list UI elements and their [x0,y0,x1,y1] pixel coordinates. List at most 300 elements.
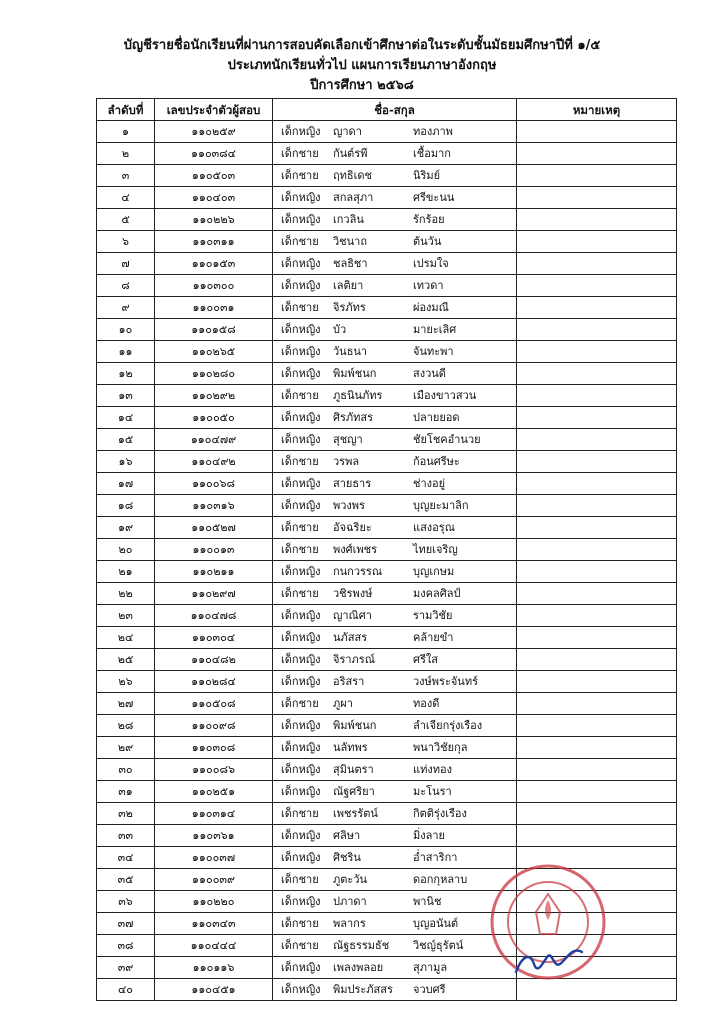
name-prefix: เด็กหญิง [281,366,321,380]
first-name: ศิชริน [333,850,361,864]
header-no: ลำดับที่ [97,99,155,121]
student-name [273,957,517,979]
last-name: ศรีขะนน [413,190,455,204]
row-number: ๑๐ [97,319,155,341]
table-row [97,825,677,847]
name-prefix: เด็กหญิง [281,190,321,204]
exam-id: ๑๑๐๓๐๘ [155,737,273,759]
student-name [273,825,517,847]
remark-cell [517,473,677,495]
first-name: วชิรพงษ์ [333,586,373,600]
name-prefix: เด็กหญิง [281,894,321,908]
last-name: วิชญ์ธุรัตน์ [413,938,464,952]
row-number: ๗ [97,253,155,275]
student-name [273,627,517,649]
table-row [97,319,677,341]
first-name: สายธาร [333,476,372,490]
table-row [97,561,677,583]
name-prefix: เด็กชาย [281,168,319,182]
name-prefix: เด็กหญิง [281,828,321,842]
name-prefix: เด็กหญิง [281,256,321,270]
student-name [273,759,517,781]
table-row [97,451,677,473]
student-name [273,143,517,165]
last-name: เมืองขาวสวน [413,388,477,402]
row-number: ๓๓ [97,825,155,847]
header-name: ชื่อ-สกุล [273,99,517,121]
exam-id: ๑๑๐๒๙๗ [155,583,273,605]
last-name: บุญอนันต์ [413,916,459,930]
remark-cell [517,429,677,451]
first-name: ภูตะวัน [333,872,367,886]
exam-id: ๑๑๐๑๕๓ [155,253,273,275]
exam-id: ๑๑๐๓๘๔ [155,143,273,165]
first-name: พิมพ์ชนก [333,366,377,380]
remark-cell [517,583,677,605]
table-row [97,495,677,517]
last-name: บุญยะมาลิก [413,498,469,512]
exam-id: ๑๑๐๔๕๑ [155,979,273,1001]
name-prefix: เด็กหญิง [281,850,321,864]
student-name [273,187,517,209]
last-name: ลำเจียกรุ่งเรือง [413,718,483,732]
exam-id: ๑๑๐๒๖๕ [155,341,273,363]
first-name: ภูผา [333,696,353,710]
table-row [97,473,677,495]
last-name: เชื้อมาก [413,146,451,160]
table-row [97,363,677,385]
row-number: ๒๑ [97,561,155,583]
first-name: นภัสสร [333,630,368,644]
remark-cell [517,407,677,429]
remark-cell [517,341,677,363]
name-prefix: เด็กชาย [281,806,319,820]
student-name [273,935,517,957]
student-name [273,517,517,539]
name-prefix: เด็กหญิง [281,476,321,490]
exam-id: ๑๑๐๐๖๘ [155,473,273,495]
exam-id: ๑๑๐๐๓๗ [155,847,273,869]
last-name: พานิช [413,894,442,908]
student-name [273,539,517,561]
row-number: ๘ [97,275,155,297]
remark-cell [517,825,677,847]
exam-id: ๑๑๐๔๐๓ [155,187,273,209]
student-name [273,231,517,253]
table-row [97,781,677,803]
first-name: ญาณิศา [333,608,372,622]
table-row [97,671,677,693]
row-number: ๒๗ [97,693,155,715]
row-number: ๒๓ [97,605,155,627]
exam-id: ๑๑๐๒๕๑ [155,781,273,803]
table-row [97,429,677,451]
last-name: นิริมย์ [413,168,441,182]
row-number: ๑๘ [97,495,155,517]
row-number: ๓๕ [97,869,155,891]
student-name [273,891,517,913]
last-name: สุภามูล [413,960,448,974]
exam-id: ๑๑๐๓๑๖ [155,495,273,517]
row-number: ๓๗ [97,913,155,935]
last-name: กิตติรุ่งเรือง [413,806,467,820]
first-name: เลติยา [333,278,364,292]
row-number: ๓๒ [97,803,155,825]
row-number: ๒๖ [97,671,155,693]
name-prefix: เด็กหญิง [281,278,321,292]
remark-cell [517,209,677,231]
name-prefix: เด็กหญิง [281,960,321,974]
remark-cell [517,231,677,253]
remark-cell [517,715,677,737]
row-number: ๔๐ [97,979,155,1001]
row-number: ๑๗ [97,473,155,495]
table-row [97,539,677,561]
name-prefix: เด็กชาย [281,300,319,314]
table-row [97,517,677,539]
student-name [273,913,517,935]
row-number: ๕ [97,209,155,231]
first-name: สุชญา [333,432,363,446]
row-number: ๑ [97,121,155,143]
exam-id: ๑๑๐๐๓๑ [155,297,273,319]
name-prefix: เด็กหญิง [281,410,321,424]
first-name: ฤทธิเดช [333,168,372,182]
first-name: กนกวรรณ [333,564,383,578]
exam-id: ๑๑๐๓๐๐ [155,275,273,297]
remark-cell [517,253,677,275]
exam-id: ๑๑๐๒๙๒ [155,385,273,407]
table-row [97,253,677,275]
exam-id: ๑๑๐๒๒๐ [155,891,273,913]
last-name: จวบศรี [413,982,446,996]
student-name [273,869,517,891]
row-number: ๑๕ [97,429,155,451]
table-row [97,165,677,187]
remark-cell [517,671,677,693]
name-prefix: เด็กชาย [281,454,319,468]
title-line-2: ประเภทนักเรียนทั่วไป แผนการเรียนภาษาอังกฤษ [227,58,497,73]
student-name [273,495,517,517]
last-name: มะโนรา [413,784,452,798]
row-number: ๑๙ [97,517,155,539]
first-name: พลากร [333,916,366,930]
remark-cell [517,143,677,165]
name-prefix: เด็กหญิง [281,498,321,512]
first-name: พิมประภัสสร [333,982,393,996]
remark-cell [517,627,677,649]
last-name: ไทยเจริญ [413,542,458,556]
row-number: ๒๕ [97,649,155,671]
name-prefix: เด็กหญิง [281,564,321,578]
last-name: แท่งทอง [413,762,452,776]
row-number: ๒๘ [97,715,155,737]
row-number: ๓๑ [97,781,155,803]
name-prefix: เด็กหญิง [281,784,321,798]
student-name [273,803,517,825]
first-name: พวงพร [333,498,365,512]
student-name [273,209,517,231]
last-name: ดอกกุหลาบ [413,872,468,886]
name-prefix: เด็กหญิง [281,432,321,446]
first-name: ญาดา [333,124,362,138]
student-name [273,847,517,869]
first-name: สกลสุภา [333,190,374,204]
table-row [97,803,677,825]
remark-cell [517,737,677,759]
exam-id: ๑๑๐๓๔๓ [155,913,273,935]
name-prefix: เด็กหญิง [281,982,321,996]
student-name [273,715,517,737]
first-name: พิมพ์ชนก [333,718,377,732]
exam-id: ๑๑๐๔๗๙ [155,429,273,451]
row-number: ๑๔ [97,407,155,429]
table-row [97,737,677,759]
remark-cell [517,495,677,517]
student-name [273,979,517,1001]
name-prefix: เด็กชาย [281,938,319,952]
table-row [97,275,677,297]
first-name: วรพล [333,454,360,468]
row-number: ๒๒ [97,583,155,605]
last-name: เทวดา [413,278,444,292]
student-name [273,253,517,275]
student-name [273,671,517,693]
name-prefix: เด็กหญิง [281,608,321,622]
table-row [97,231,677,253]
exam-id: ๑๑๐๓๐๔ [155,627,273,649]
name-prefix: เด็กหญิง [281,718,321,732]
student-name [273,649,517,671]
remark-cell [517,121,677,143]
remark-cell [517,803,677,825]
remark-cell [517,517,677,539]
row-number: ๑๓ [97,385,155,407]
title-line-1: บัญชีรายชื่อนักเรียนที่ผ่านการสอบคัดเลือกเข้าศึกษาต่อในระดับชั้นมัธยมศึกษาปีที่ ๑/๕ [123,38,601,53]
remark-cell [517,605,677,627]
first-name: วันธนา [333,344,368,358]
remark-cell [517,781,677,803]
first-name: กันต์รพี [333,146,368,160]
remark-cell [517,363,677,385]
last-name: ต้นวัน [413,234,442,248]
name-prefix: เด็กชาย [281,586,319,600]
last-name: เปรมใจ [413,256,449,270]
first-name: ศลิษา [333,828,361,842]
exam-id: ๑๑๐๕๐๘ [155,693,273,715]
last-name: ปลายยอด [413,410,460,424]
name-prefix: เด็กชาย [281,388,319,402]
name-prefix: เด็กชาย [281,916,319,930]
exam-id: ๑๑๐๐๙๘ [155,715,273,737]
exam-id: ๑๑๐๐๘๖ [155,759,273,781]
first-name: ภูธนินภัทร [333,388,383,402]
first-name: ศิรภัทสร [333,410,374,424]
row-number: ๑๒ [97,363,155,385]
last-name: ก้อนศรีษะ [413,454,460,468]
title-line-3: ปีการศึกษา ๒๕๖๘ [310,78,414,93]
last-name: คล้ายขำ [413,630,454,644]
exam-id: ๑๑๐๑๕๘ [155,319,273,341]
row-number: ๒๐ [97,539,155,561]
table-row [97,583,677,605]
name-prefix: เด็กชาย [281,146,319,160]
first-name: จิราภรณ์ [333,652,375,666]
exam-id: ๑๑๐๔๔๔ [155,935,273,957]
last-name: ทองดี [413,696,440,710]
name-prefix: เด็กชาย [281,234,319,248]
last-name: พนาวิชัยกุล [413,740,468,754]
student-name [273,473,517,495]
student-name [273,737,517,759]
student-name [273,583,517,605]
name-prefix: เด็กชาย [281,872,319,886]
row-number: ๒๙ [97,737,155,759]
header-id: เลขประจำตัวผู้สอบ [155,99,273,121]
table-row [97,407,677,429]
exam-id: ๑๑๐๐๕๐ [155,407,273,429]
remark-cell [517,187,677,209]
name-prefix: เด็กชาย [281,696,319,710]
last-name: ช่างอยู่ [413,476,446,490]
first-name: สุมินตรา [333,762,374,776]
remark-cell [517,275,677,297]
seal-icon [492,866,604,978]
exam-id: ๑๑๐๔๗๘ [155,605,273,627]
remark-cell [517,297,677,319]
last-name: ทองภาพ [413,124,453,138]
exam-id: ๑๑๐๒๑๑ [155,561,273,583]
last-name: ศรีใส [413,652,438,666]
row-number: ๓๙ [97,957,155,979]
exam-id: ๑๑๐๔๙๒ [155,451,273,473]
first-name: วิชนาถ [333,234,367,248]
table-row [97,341,677,363]
remark-cell [517,561,677,583]
row-number: ๖ [97,231,155,253]
student-name [273,605,517,627]
name-prefix: เด็กหญิง [281,652,321,666]
table-row [97,605,677,627]
student-name [273,319,517,341]
first-name: เกวลิน [333,212,364,226]
first-name: ชลธิชา [333,256,368,270]
table-row [97,385,677,407]
name-prefix: เด็กหญิง [281,322,321,336]
student-name [273,429,517,451]
exam-id: ๑๑๐๔๘๒ [155,649,273,671]
name-prefix: เด็กหญิง [281,124,321,138]
student-name [273,363,517,385]
student-name [273,341,517,363]
remark-cell [517,451,677,473]
student-name [273,693,517,715]
exam-id: ๑๑๐๒๒๖ [155,209,273,231]
exam-id: ๑๑๐๕๐๓ [155,165,273,187]
name-prefix: เด็กหญิง [281,344,321,358]
last-name: มิ่งลาย [413,828,445,842]
first-name: ณัฐธรรมธัช [333,938,390,952]
remark-cell [517,165,677,187]
school-seal-stamp [486,860,616,990]
student-name [273,451,517,473]
table-row [97,209,677,231]
remark-cell [517,759,677,781]
row-number: ๒ [97,143,155,165]
first-name: พงศ์เพชร [333,542,377,556]
exam-id: ๑๑๐๓๖๑ [155,825,273,847]
row-number: ๓๘ [97,935,155,957]
exam-id: ๑๑๐๕๒๗ [155,517,273,539]
last-name: อ่ำสาริกา [413,850,458,864]
exam-id: ๑๑๐๒๘๐ [155,363,273,385]
last-name: วงษ์พระจันทร์ [413,674,478,688]
document-header [0,36,724,96]
remark-cell [517,693,677,715]
name-prefix: เด็กหญิง [281,212,321,226]
table-row [97,693,677,715]
table-row [97,715,677,737]
last-name: แสงอรุณ [413,520,455,534]
first-name: บัว [333,322,347,336]
exam-id: ๑๑๐๐๑๓ [155,539,273,561]
exam-id: ๑๑๐๓๑๑ [155,231,273,253]
first-name: ปภาดา [333,894,367,908]
last-name: รักร้อย [413,212,445,226]
row-number: ๙ [97,297,155,319]
last-name: ชัยโชคอำนวย [413,432,481,446]
last-name: สงวนดี [413,366,446,380]
table-row [97,759,677,781]
table-row [97,187,677,209]
first-name: ณัฐศริยา [333,784,375,798]
name-prefix: เด็กหญิง [281,762,321,776]
first-name: อริสรา [333,674,365,688]
remark-cell [517,539,677,561]
exam-id: ๑๑๐๒๘๔ [155,671,273,693]
student-name [273,561,517,583]
last-name: มายะเลิศ [413,322,457,336]
row-number: ๑๖ [97,451,155,473]
first-name: นลัทพร [333,740,368,754]
table-row [97,649,677,671]
first-name: เพลงพลอย [333,960,384,974]
remark-cell [517,319,677,341]
row-number: ๔ [97,187,155,209]
student-name [273,275,517,297]
student-name [273,297,517,319]
exam-id: ๑๑๐๓๑๔ [155,803,273,825]
name-prefix: เด็กหญิง [281,740,321,754]
student-name [273,121,517,143]
student-name [273,781,517,803]
student-name [273,407,517,429]
name-prefix: เด็กหญิง [281,674,321,688]
last-name: มงคลศิลป์ [413,586,461,600]
remark-cell [517,385,677,407]
exam-id: ๑๑๐๑๑๖ [155,957,273,979]
row-number: ๒๔ [97,627,155,649]
exam-id: ๑๑๐๒๕๙ [155,121,273,143]
name-prefix: เด็กหญิง [281,630,321,644]
last-name: บุญเกษม [413,564,455,578]
student-name [273,165,517,187]
row-number: ๓๖ [97,891,155,913]
last-name: รามวิชัย [413,608,453,622]
first-name: อัจฉริยะ [333,520,372,534]
last-name: จันทะพา [413,344,454,358]
first-name: จิรภัทร [333,300,366,314]
